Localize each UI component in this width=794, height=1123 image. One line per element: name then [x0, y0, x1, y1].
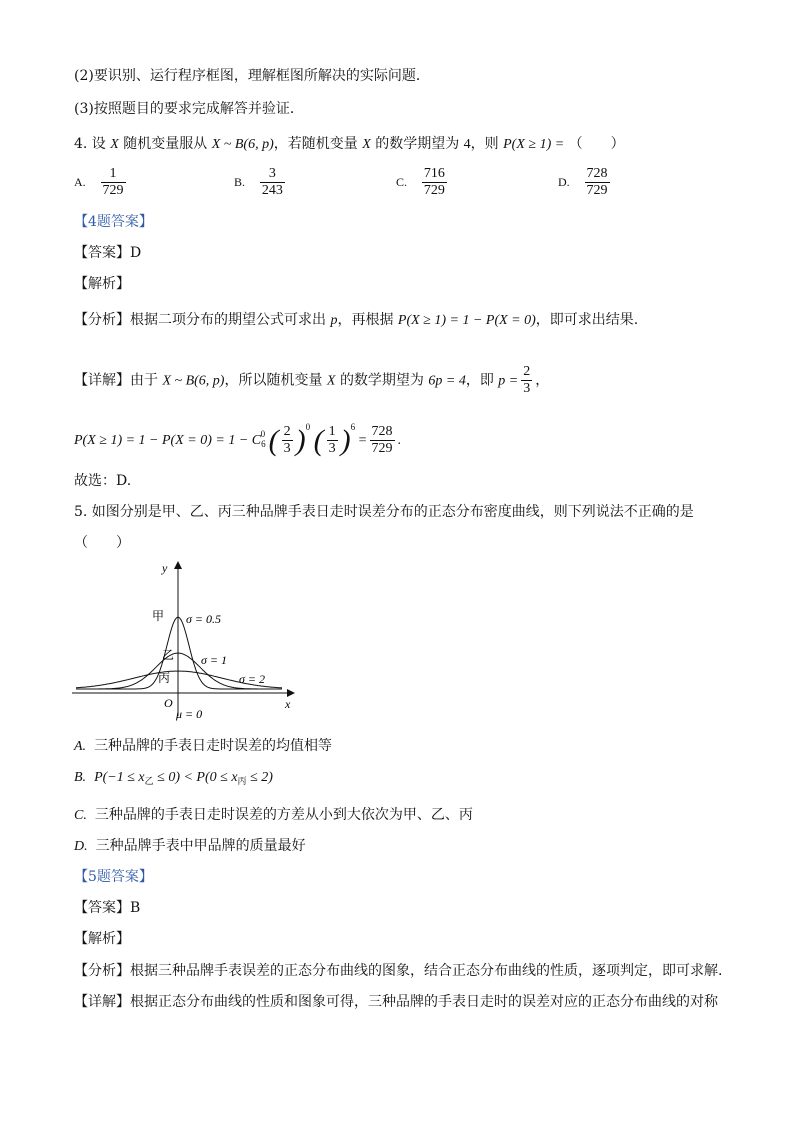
fenxi-p: p [330, 313, 338, 328]
calc-result [370, 424, 395, 457]
option-text: 三种品牌的手表日走时误差的方差从小到大依次为甲、乙、丙 [94, 807, 473, 823]
option-text: 三种品牌手表中甲品牌的质量最好 [95, 838, 306, 854]
option-label: D. [558, 175, 570, 189]
q4-fenxi [74, 311, 638, 330]
q4-stem-a: 4. 设 [74, 136, 106, 152]
numerator: 728 [371, 424, 393, 440]
q4-stem-b: 随机变量服从 [123, 136, 208, 152]
xiangjie-c: 的数学期望为 [339, 372, 424, 389]
fenxi-label: 【分析】 [74, 963, 130, 979]
q5-analysis-header: 【解析】 [74, 931, 130, 947]
left-paren: ( [268, 423, 279, 457]
q4-xiangjie [74, 364, 549, 397]
xiangjie-label: 【详解】 [74, 994, 130, 1010]
xiangjie-x: X [326, 373, 336, 389]
sigma-label-0-5: σ = 0.5 [186, 612, 222, 626]
right-paren: ) [295, 423, 306, 457]
option-label: A. [74, 739, 87, 754]
denominator: 243 [261, 183, 283, 198]
xiangjie-p: p = [498, 373, 519, 389]
option-label: B. [74, 770, 87, 785]
q4-var-x: X [110, 137, 119, 152]
option-fraction [422, 166, 447, 199]
x-axis-label: x [285, 697, 291, 711]
option-text: 三种品牌的手表日走时误差的均值相等 [94, 738, 333, 754]
option-label: B. [234, 175, 246, 189]
q4-stem [74, 135, 625, 154]
y-axis-label: y [162, 561, 168, 575]
q4-analysis-header: 【解析】 [74, 276, 130, 292]
numerator: 1 [328, 424, 336, 440]
calc-fraction-1 [282, 424, 293, 457]
sigma-label-1: σ = 1 [201, 653, 228, 667]
q5-option-c [74, 806, 473, 825]
origin-label: O [164, 696, 173, 710]
xiangjie-text: 根据正态分布曲线的性质和图象可得，三种品牌的手表日走时的误差对应的正态分布曲线的对称 [130, 994, 718, 1010]
q5-xiangjie [74, 993, 718, 1011]
q5-paren: （ ） [74, 535, 130, 551]
q4-distribution: X ~ B(6, p) [211, 137, 274, 152]
option-label: D. [74, 839, 88, 854]
xiangjie-b: ，所以随机变量 [224, 372, 323, 389]
denominator: 3 [328, 441, 336, 457]
q5-option-a [74, 737, 332, 756]
option-label: A. [74, 175, 86, 189]
calc-left: P(X ≥ 1) = 1 − P(X = 0) = 1 − C [74, 433, 262, 448]
q5-fenxi [74, 962, 722, 980]
q4-answer-header: 【4题答案】 [74, 214, 153, 230]
q4-paren: （ ） [568, 136, 625, 152]
xiangjie-e: ， [535, 372, 550, 389]
q4-stem-c: ，若随机变量 [273, 136, 358, 152]
intro-line-2: (2)要识别、运行程序框图，理解框图所解决的实际问题． [74, 68, 430, 84]
p-fraction [521, 364, 532, 397]
q4-answer: 【答案】D [74, 245, 142, 261]
mu-label: μ = 0 [176, 707, 203, 721]
q4-var-x-2: X [362, 137, 371, 152]
calc-exp-2: 6 [350, 422, 356, 432]
q5-stem: 5. 如图分别是甲、乙、丙三种品牌手表日走时误差分布的正态分布密度曲线，则下列说法不正确的是 [74, 504, 694, 520]
denominator: 729 [371, 441, 393, 457]
q5-answer-header: 【5题答案】 [74, 869, 153, 885]
calc-fraction-2 [327, 424, 338, 457]
xiangjie-dist: X ~ B(6, p) [162, 373, 225, 389]
xiangjie-label: 【详解】 [74, 372, 130, 389]
q4-option-c [396, 166, 450, 199]
option-label: C. [396, 175, 408, 189]
option-label: C. [74, 808, 87, 823]
right-paren: ) [340, 423, 351, 457]
numerator: 1 [101, 166, 126, 183]
calc-c-sup: 0 [260, 429, 266, 439]
q5-option-b [74, 768, 273, 791]
calc-c-sub: 6 [261, 439, 266, 449]
curve-label-jia: 甲 [152, 609, 165, 623]
q5-option-d [74, 837, 306, 856]
normal-distribution-figure [66, 556, 306, 726]
calc-equals: = [358, 433, 367, 448]
numerator: 716 [423, 166, 445, 181]
curve-label-bing: 丙 [158, 671, 171, 685]
option-fraction [585, 166, 610, 199]
denominator: 729 [423, 183, 445, 198]
fenxi-text: 根据三种品牌手表误差的正态分布曲线的图象，结合正态分布曲线的性质，逐项判定，即可求解. [130, 963, 723, 979]
q4-option-a [74, 166, 129, 199]
q4-expectation: 4 [463, 137, 471, 152]
numerator: 728 [586, 166, 608, 181]
option-b-sub-yi: 乙 [144, 777, 154, 787]
option-fraction [260, 166, 285, 199]
q4-option-d [558, 166, 613, 199]
q4-calculation [74, 418, 401, 457]
numerator: 2 [523, 364, 531, 379]
q5-answer: 【答案】B [74, 900, 141, 916]
calc-exp-1: 0 [305, 422, 311, 432]
xiangjie-eq: 6p = 4 [428, 373, 466, 389]
q4-conclusion: 故选：D. [74, 473, 132, 489]
xiangjie-a: 由于 [130, 372, 158, 389]
fenxi-text-b: ，再根据 [337, 312, 394, 328]
fenxi-text-c: ，即可求出结果. [535, 312, 639, 328]
intro-line-3: (3)按照题目的要求完成解答并验证． [74, 101, 304, 117]
option-b-right: ≤ 2) [246, 770, 273, 785]
denominator: 3 [523, 381, 531, 396]
option-fraction [101, 166, 126, 199]
option-b-sub-bing: 丙 [237, 777, 247, 787]
q4-stem-e: ，则 [470, 136, 499, 152]
denominator: 3 [283, 441, 291, 457]
q4-probability: P(X ≥ 1) = [503, 137, 565, 152]
q4-stem-d: 的数学期望为 [375, 136, 460, 152]
denominator: 729 [102, 183, 124, 198]
fenxi-text-a: 根据二项分布的期望公式可求出 [130, 312, 326, 328]
sigma-label-2: σ = 2 [239, 672, 266, 686]
option-b-mid: ≤ 0) < P(0 ≤ x [153, 770, 238, 785]
numerator: 2 [283, 424, 291, 440]
denominator: 729 [586, 183, 608, 198]
numerator: 3 [260, 166, 285, 183]
fenxi-label: 【分析】 [74, 312, 130, 328]
option-b-left: P(−1 ≤ x [94, 770, 145, 785]
q4-option-b [234, 166, 288, 199]
calc-dot: . [397, 433, 402, 448]
fenxi-formula: P(X ≥ 1) = 1 − P(X = 0) [397, 313, 536, 328]
xiangjie-d: ，即 [465, 372, 494, 389]
left-paren: ( [313, 423, 324, 457]
curve-label-yi: 乙 [162, 648, 175, 662]
